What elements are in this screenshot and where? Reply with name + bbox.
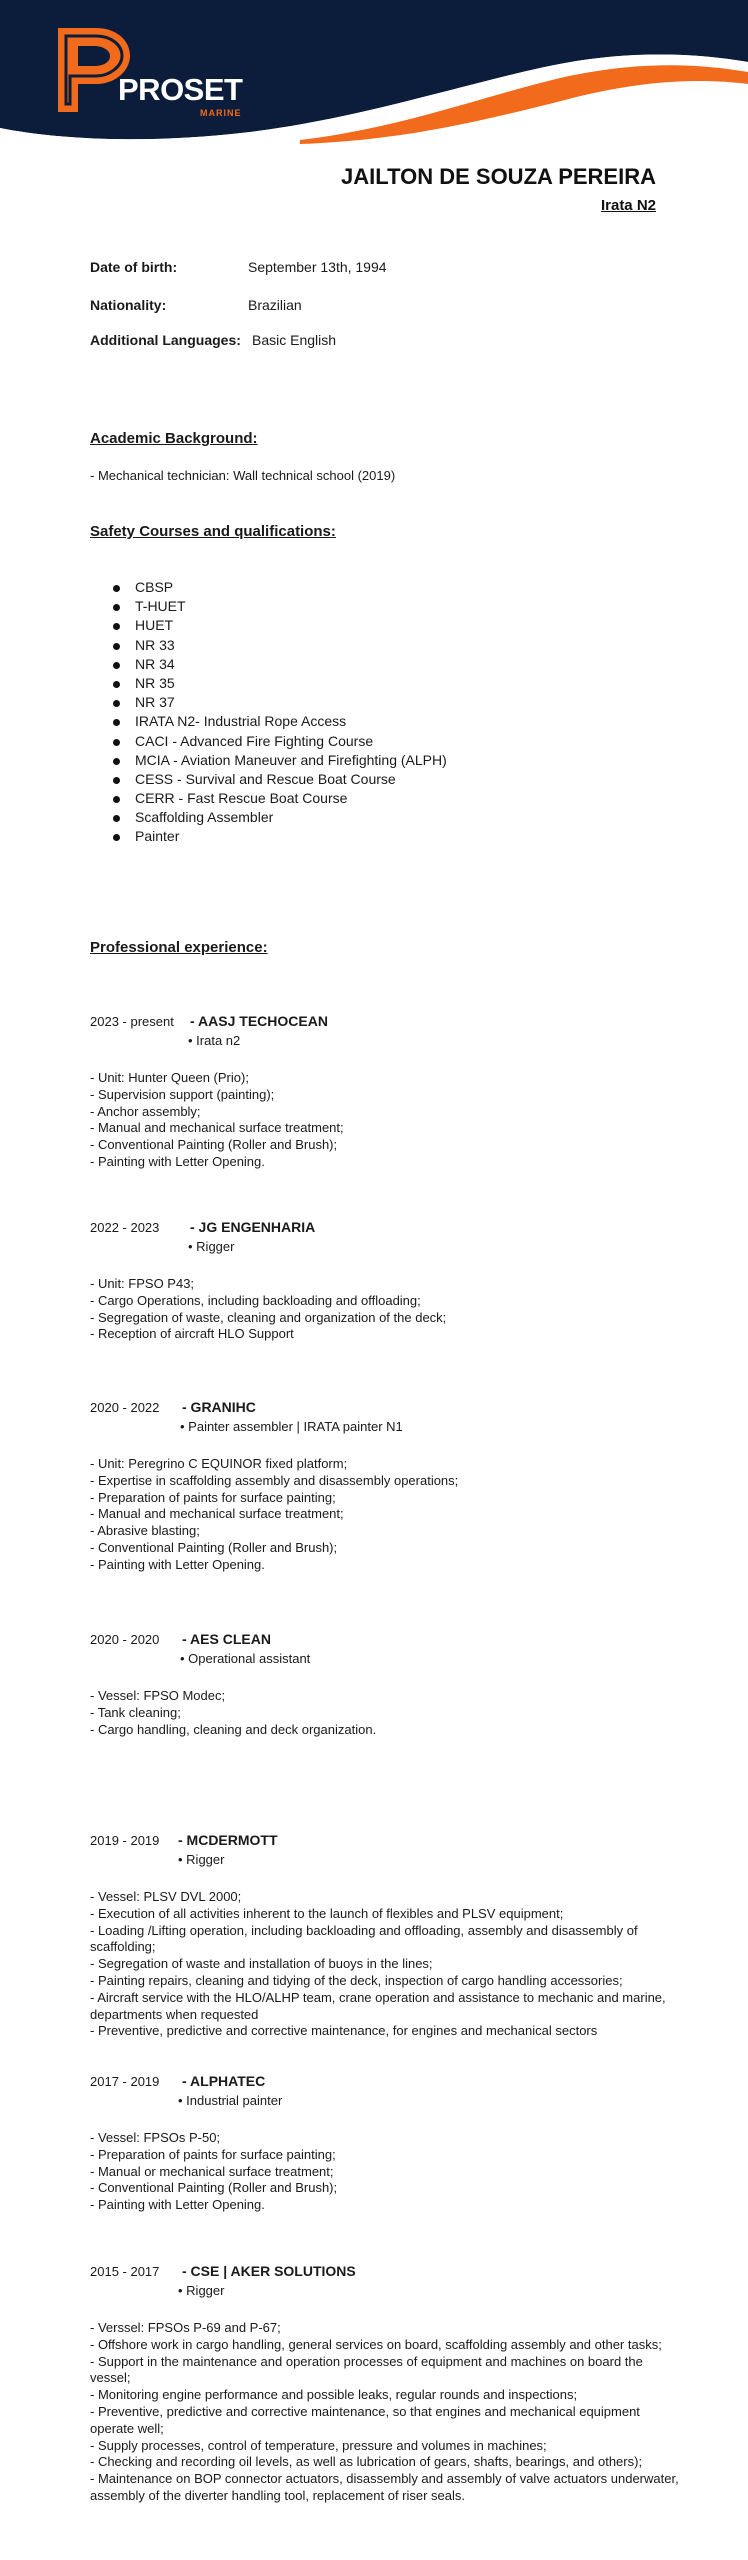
info-value: Brazilian	[248, 297, 302, 313]
job-duty: - Painting repairs, cleaning and tidying of the deck, inspection of cargo handling accessories;	[90, 1972, 623, 1988]
job-company: - MCDERMOTT	[178, 1832, 278, 1848]
job-role: • Operational assistant	[180, 1651, 311, 1666]
job-duty: - Tank cleaning;	[90, 1704, 181, 1720]
course-item	[92, 674, 447, 693]
job-period: 2022 - 2023	[90, 1220, 160, 1235]
job-entry	[90, 1631, 690, 1737]
job-period: 2023 - present	[90, 1014, 174, 1029]
course-label: CERR - Fast Rescue Boat Course	[135, 790, 348, 807]
course-item	[92, 616, 447, 635]
course-label: IRATA N2- Industrial Rope Access	[135, 713, 347, 730]
job-duties	[90, 2130, 680, 2214]
job-entry	[90, 1832, 690, 2039]
info-value: Basic English	[252, 332, 337, 348]
course-item	[92, 712, 447, 731]
bullet-icon	[113, 758, 120, 765]
job-duty: - Expertise in scaffolding assembly and disassembly operations;	[90, 1472, 459, 1488]
candidate-name: JAILTON DE SOUZA PEREIRA	[341, 164, 656, 189]
candidate-role: Irata N2	[600, 197, 656, 214]
job-duty: - Segregation of waste and installation of buoys in the lines;	[90, 1956, 433, 1972]
job-duty: - Unit: FPSO P43;	[90, 1276, 195, 1291]
job-company: - GRANIHC	[182, 1399, 256, 1415]
academic-title: Academic Background:	[90, 430, 258, 447]
job-duty: - Preparation of paints for surface painting;	[90, 1489, 336, 1505]
job-duty: - Offshore work in cargo handling, general services on board, scaffolding assembly and other tasks;	[90, 2336, 662, 2352]
bullet-icon	[113, 643, 120, 650]
bullet-icon	[113, 623, 120, 630]
job-duty: - Conventional Painting (Roller and Brush);	[90, 1137, 338, 1153]
job-duties	[90, 1889, 680, 2040]
course-item	[92, 693, 447, 712]
bullet-icon	[113, 681, 120, 688]
course-label: NR 35	[135, 674, 175, 691]
job-duty: - Aircraft service with the HLO/ALHP team, crane operation and assistance to mechanic and marine, departments when requested	[90, 1989, 666, 2022]
job-header	[90, 1631, 690, 1666]
bullet-icon	[113, 585, 120, 592]
bullet-icon	[113, 700, 120, 707]
job-duty: - Manual and mechanical surface treatment;	[90, 1506, 344, 1522]
job-entry	[90, 1013, 690, 1169]
job-duty: - Cargo Operations, including backloading and offloading;	[90, 1292, 421, 1308]
job-company: - AASJ TECHOCEAN	[190, 1013, 328, 1029]
job-duty: - Preparation of paints for surface painting;	[90, 2146, 336, 2162]
course-item	[92, 597, 447, 616]
job-duty: - Segregation of waste, cleaning and organization of the deck;	[90, 1309, 447, 1325]
job-duty: - Vessel: FPSOs P-50;	[90, 2130, 221, 2145]
course-label: T-HUET	[135, 598, 186, 615]
job-role: • Industrial painter	[178, 2093, 283, 2108]
info-label: Additional Languages:	[90, 332, 241, 348]
job-duties	[90, 1456, 680, 1574]
job-duties	[90, 1070, 680, 1171]
job-header	[90, 1399, 690, 1434]
job-duty: - Checking and recording oil levels, as well as lubrication of gears, shafts, bearings, and others);	[90, 2454, 643, 2470]
job-duty: - Cargo handling, cleaning and deck organization.	[90, 1721, 377, 1737]
job-header	[90, 2263, 690, 2298]
job-duty: - Preventive, predictive and corrective maintenance, so that engines and mechanical equipment operate well;	[90, 2403, 640, 2436]
job-duty: - Preventive, predictive and corrective maintenance, for engines and mechanical sectors	[90, 2023, 598, 2039]
course-label: NR 37	[135, 694, 175, 711]
course-item	[92, 770, 447, 789]
course-item	[92, 636, 447, 655]
bullet-icon	[113, 796, 120, 803]
job-duties	[90, 2320, 680, 2505]
job-role: • Rigger	[188, 1239, 235, 1254]
job-duty: - Painting with Letter Opening.	[90, 1556, 265, 1572]
page-header	[0, 0, 748, 160]
course-item	[92, 655, 447, 674]
job-role: • Painter assembler | IRATA painter N1	[180, 1419, 403, 1434]
bullet-icon	[113, 719, 120, 726]
job-company: - JG ENGENHARIA	[190, 1219, 316, 1235]
job-period: 2020 - 2022	[90, 1400, 160, 1415]
bullet-icon	[113, 834, 120, 841]
info-label: Date of birth:	[90, 259, 178, 275]
job-duty: - Loading /Lifting operation, including backloading and offloading, assembly and disassembly of scaffolding;	[90, 1922, 638, 1955]
course-label: NR 34	[135, 655, 175, 672]
job-duty: - Vessel: FPSO Modec;	[90, 1688, 226, 1703]
course-label: MCIA - Aviation Maneuver and Firefighting (ALPH)	[135, 751, 447, 768]
job-role: • Rigger	[178, 1852, 225, 1867]
bullet-icon	[113, 662, 120, 669]
course-label: CACI - Advanced Fire Fighting Course	[135, 732, 374, 749]
job-duties	[90, 1276, 680, 1343]
course-item	[92, 808, 447, 827]
bullet-icon	[113, 739, 120, 746]
job-duty: - Manual and mechanical surface treatment;	[90, 1120, 344, 1136]
job-duty: - Anchor assembly;	[90, 1103, 201, 1119]
job-header	[90, 2073, 690, 2108]
job-role: • Irata n2	[188, 1033, 241, 1048]
course-item	[92, 789, 447, 808]
job-entry	[90, 1399, 690, 1572]
academic-item: - Mechanical technician: Wall technical school (2019)	[90, 468, 396, 483]
safety-title: Safety Courses and qualifications:	[90, 523, 336, 540]
brand-name: PROSET	[118, 72, 243, 107]
job-company: - CSE | AKER SOLUTIONS	[182, 2263, 356, 2279]
job-entry	[90, 2073, 690, 2213]
info-label: Nationality:	[90, 297, 167, 313]
job-duty: - Support in the maintenance and operation processes of equipment and machines on board the vessel;	[90, 2353, 643, 2386]
safety-course-list	[92, 578, 447, 847]
job-company: - ALPHATEC	[182, 2073, 266, 2089]
course-label: CESS - Survival and Rescue Boat Course	[135, 770, 396, 787]
job-duty: - Painting with Letter Opening.	[90, 2197, 265, 2213]
job-duty: - Supervision support (painting);	[90, 1086, 275, 1102]
brand-subtitle: MARINE	[200, 108, 242, 118]
bullet-icon	[113, 815, 120, 822]
job-header	[90, 1219, 690, 1254]
job-duty: - Conventional Painting (Roller and Brush);	[90, 2180, 338, 2196]
course-item	[92, 732, 447, 751]
bullet-icon	[113, 604, 120, 611]
course-label: CBSP	[135, 579, 174, 595]
job-entry	[90, 2263, 690, 2503]
job-company: - AES CLEAN	[182, 1631, 271, 1647]
job-period: 2020 - 2020	[90, 1632, 160, 1647]
course-label: NR 33	[135, 636, 175, 653]
job-header	[90, 1832, 690, 1867]
course-item	[92, 751, 447, 770]
job-duty: - Supply processes, control of temperature, pressure and volumes in machines;	[90, 2437, 547, 2453]
course-label: Painter	[135, 828, 180, 845]
job-period: 2015 - 2017	[90, 2264, 160, 2279]
job-duty: - Unit: Peregrino C EQUINOR fixed platform;	[90, 1456, 348, 1471]
job-period: 2019 - 2019	[90, 1833, 160, 1848]
job-role: • Rigger	[178, 2283, 225, 2298]
job-duty: - Unit: Hunter Queen (Prio);	[90, 1070, 249, 1085]
job-duty: - Conventional Painting (Roller and Brush);	[90, 1539, 338, 1555]
job-duty: - Abrasive blasting;	[90, 1523, 200, 1539]
job-duty: - Execution of all activities inherent to the launch of flexibles and PLSV equipment;	[90, 1905, 564, 1921]
job-duty: - Painting with Letter Opening.	[90, 1153, 265, 1169]
info-value: September 13th, 1994	[248, 259, 387, 275]
job-duties	[90, 1688, 680, 1738]
job-period: 2017 - 2019	[90, 2074, 160, 2089]
course-label: HUET	[135, 617, 174, 634]
job-entry	[90, 1219, 690, 1342]
course-item	[92, 578, 447, 597]
job-duty: - Manual or mechanical surface treatment;	[90, 2163, 334, 2179]
job-duty: - Monitoring engine performance and possible leaks, regular rounds and inspections;	[90, 2387, 578, 2403]
job-duty: - Maintenance on BOP connector actuators, disassembly and assembly of valve actuators underwater, assembly of the diverter handling tool, replacement of riser seals.	[90, 2471, 679, 2503]
job-duty: - Reception of aircraft HLO Support	[90, 1326, 294, 1342]
experience-title: Professional experience:	[90, 939, 268, 956]
bullet-icon	[113, 777, 120, 784]
course-label: Scaffolding Assembler	[135, 809, 274, 826]
job-duty: - Verssel: FPSOs P-69 and P-67;	[90, 2320, 281, 2335]
header-banner	[0, 0, 748, 160]
job-duty: - Vessel: PLSV DVL 2000;	[90, 1889, 242, 1904]
job-header	[90, 1013, 690, 1048]
course-item	[92, 827, 447, 846]
